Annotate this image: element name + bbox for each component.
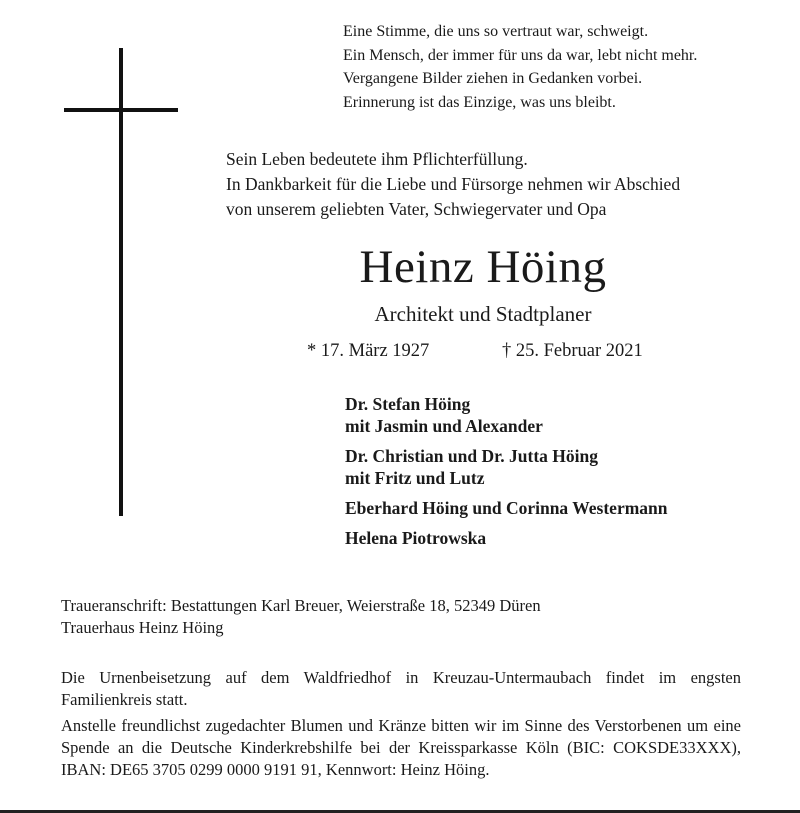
family-group (345, 527, 668, 549)
family-group (345, 393, 668, 437)
poem-line: Eine Stimme, die uns so vertraut war, schweigt. (343, 23, 649, 40)
family-member: mit Fritz und Lutz (345, 468, 485, 488)
intro-line: In Dankbarkeit für die Liebe und Fürsorge nehmen wir Abschied (226, 174, 681, 194)
intro-text (226, 147, 680, 222)
poem-line: Erinnerung ist das Einzige, was uns bleibt. (343, 93, 616, 111)
cross-horizontal-bar (64, 108, 178, 112)
mourning-address (61, 595, 541, 639)
family-member: Dr. Christian und Dr. Jutta Höing (345, 446, 598, 466)
birth-date: * 17. März 1927 (307, 341, 430, 361)
family-member: Eberhard Höing und Corinna Westermann (345, 498, 668, 518)
deceased-name: Heinz Höing (359, 241, 607, 293)
poem-line: Vergangene Bilder ziehen in Gedanken vorbei. (343, 70, 643, 87)
address-line: Traueranschrift: Bestattungen Karl Breuer, Weierstraße 18, 52349 Düren (61, 596, 541, 615)
intro-line: Sein Leben bedeutete ihm Pflichterfüllung. (226, 149, 528, 169)
death-date: † 25. Februar 2021 (502, 341, 643, 361)
donation-text: Anstelle freundlichst zugedachter Blumen und Kränze bitten wir im Sinne des Verstorbenen um eine Spende an die Deutsche Kinderkrebshilfe bei der Kreissparkasse Köln (BIC: COKSDE33XXX), IBAN: DE65 3705 0299 0000 9191 91, Kennwort: Heinz Höing. (61, 716, 741, 779)
family-member: mit Jasmin und Alexander (345, 416, 543, 436)
deceased-profession: Architekt und Stadtplaner (374, 302, 592, 326)
intro-line: von unserem geliebten Vater, Schwiegervater und Opa (226, 199, 607, 219)
family-member: Helena Piotrowska (345, 528, 487, 548)
burial-text: Die Urnenbeisetzung auf dem Waldfriedhof in Kreuzau-Untermaubach findet im engsten Familienkreis statt. (61, 668, 741, 709)
address-line: Trauerhaus Heinz Höing (61, 618, 224, 637)
family-member: Dr. Stefan Höing (345, 394, 471, 414)
poem-line: Ein Mensch, der immer für uns da war, lebt nicht mehr. (343, 46, 698, 64)
family-group (345, 445, 668, 489)
memorial-poem (343, 20, 697, 114)
family-list (345, 393, 668, 557)
family-group (345, 497, 668, 519)
funeral-notice (61, 667, 741, 785)
